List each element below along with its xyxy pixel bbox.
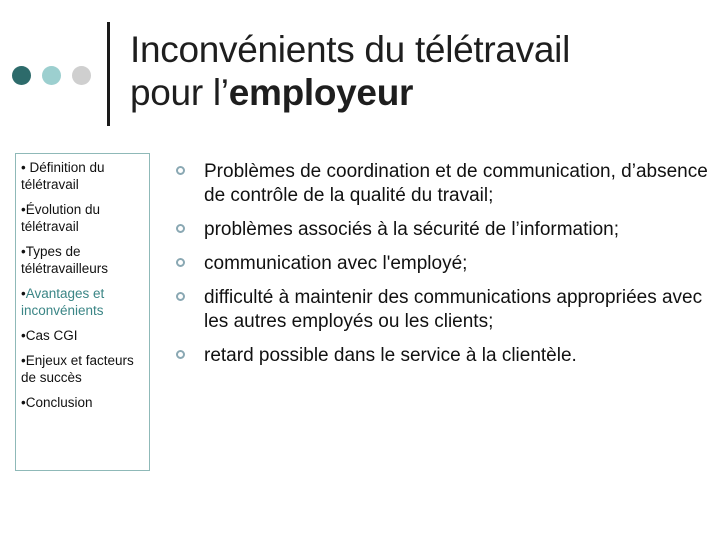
sidebar-item-evolution[interactable]: •Évolution du télétravail [21, 202, 101, 234]
title-line-1: Inconvénients du télétravail [130, 29, 570, 70]
bullet-item [176, 252, 721, 276]
sidebar-item-types[interactable]: •Types de télétravailleurs [21, 244, 109, 276]
bullet-text: difficulté à maintenir des communications appropriées avec les autres employés ou les clients; [204, 287, 703, 332]
sidebar-item-conclusion[interactable]: •Conclusion [21, 395, 93, 410]
bullet-text: retard possible dans le service à la clientèle. [204, 345, 577, 366]
bullet-list [176, 160, 721, 378]
bullet-circle-icon [176, 258, 185, 267]
bullet-item [176, 286, 721, 334]
bullet-circle-icon [176, 166, 185, 175]
bullet-item [176, 218, 721, 242]
bullet-text: communication avec l'employé; [204, 253, 468, 274]
dot-light-icon [42, 66, 61, 85]
bullet-circle-icon [176, 350, 185, 359]
title-line-2-bold: employeur [228, 72, 414, 113]
title-line-2-prefix: pour l’ [130, 72, 229, 113]
bullet-item [176, 344, 721, 368]
sidebar-item-cas-cgi[interactable]: •Cas CGI [21, 328, 78, 343]
slide-title [130, 28, 570, 114]
decorative-dots [12, 66, 102, 86]
sidebar-navigation [15, 153, 150, 471]
sidebar-item-bullet: • [21, 286, 26, 301]
sidebar-item-avantages[interactable] [21, 285, 145, 319]
sidebar-item-definition[interactable]: • Définition du télétravail [21, 160, 105, 192]
title-divider [107, 22, 110, 126]
bullet-item [176, 160, 721, 208]
title-line-2 [130, 71, 570, 114]
sidebar-item-enjeux[interactable]: •Enjeux et facteurs de succès [21, 353, 134, 385]
bullet-circle-icon [176, 224, 185, 233]
bullet-text: problèmes associés à la sécurité de l’information; [204, 219, 620, 240]
bullet-text: Problèmes de coordination et de communication, d’absence de contrôle de la qualité du travail; [204, 161, 708, 206]
dot-grey-icon [72, 66, 91, 85]
dot-dark-icon [12, 66, 31, 85]
bullet-circle-icon [176, 292, 185, 301]
sidebar-item-avantages-label: Avantages et inconvénients [21, 286, 105, 318]
